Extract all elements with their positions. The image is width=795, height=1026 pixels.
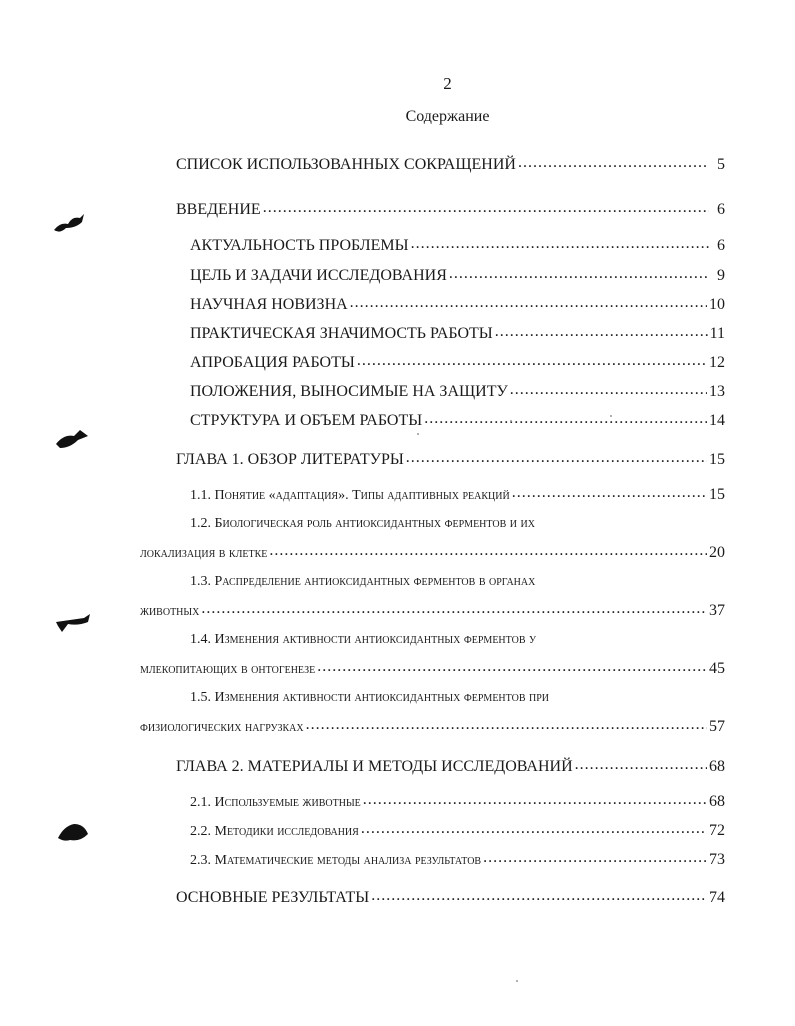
leader-dots [263,200,709,214]
toc-label: животных [140,604,200,619]
toc-page: 13 [709,383,725,400]
page-title: Содержание [405,108,490,125]
toc-entry-intro [176,200,725,220]
toc-page: 68 [709,758,725,775]
ink-mark-icon [56,820,96,844]
toc-entry-chapter-1 [176,450,725,470]
ink-mark-icon [54,428,94,452]
toc-entry-section-1-1 [190,485,725,506]
toc-label: 2.1. Используемые животные [190,795,361,810]
toc-entry-section-1-4-line1: 1.4. Изменения активности антиоксидантных ферментов у [190,632,537,647]
toc-page: 10 [709,296,725,313]
toc-entry-results [176,888,725,908]
page-number: 2 [443,74,452,93]
leader-dots [424,411,707,425]
toc-page: 74 [709,889,725,906]
toc-label: ОСНОВНЫЕ РЕЗУЛЬТАТЫ [176,889,370,906]
toc-entry-structure [190,411,725,431]
toc-page: 15 [709,451,725,468]
leader-dots [575,757,707,771]
toc-label: АПРОБАЦИЯ РАБОТЫ [190,354,355,371]
toc-label: НАУЧНАЯ НОВИЗНА [190,296,348,313]
toc-entry-section-2-1 [190,792,725,813]
leader-dots [483,850,707,864]
leader-dots [518,155,709,169]
toc-entry-abbreviations [176,155,725,175]
toc-page: 20 [709,544,725,561]
toc-entry-section-1-3-line1: 1.3. Распределение антиоксидантных ферментов в органах [190,574,536,589]
toc-label: млекопитающих в онтогенезе [140,662,316,677]
toc-label: локализация в клетке [140,546,268,561]
leader-dots [371,888,707,902]
toc-label: ЦЕЛЬ И ЗАДАЧИ ИССЛЕДОВАНИЯ [190,267,447,284]
toc-entry-section-1-5 [140,717,725,738]
scan-speck [610,415,612,417]
scan-speck [510,420,512,422]
toc-label: 2.2. Методики исследования [190,824,359,839]
toc-page: 15 [709,486,725,503]
toc-entry-section-1-5-line1: 1.5. Изменения активности антиоксидантных ферментов при [190,690,550,705]
toc-entry-section-2-3 [190,850,725,871]
toc-entry-section-1-2-line1: 1.2. Биологическая роль антиоксидантных ферментов и их [190,516,535,531]
toc-label: СТРУКТУРА И ОБЪЕМ РАБОТЫ [190,412,423,429]
toc-label: ГЛАВА 2. МАТЕРИАЛЫ И МЕТОДЫ ИССЛЕДОВАНИЙ [176,758,573,775]
leader-dots [510,382,707,396]
leader-dots [449,266,709,280]
toc-page: 12 [709,354,725,371]
toc-entry-section-1-4 [140,659,725,680]
toc-entry-goals [190,266,725,286]
toc-page: 68 [709,793,725,810]
leader-dots [357,353,707,367]
toc-label: ПОЛОЖЕНИЯ, ВЫНОСИМЫЕ НА ЗАЩИТУ [190,383,508,400]
toc-label: 2.3. Математические методы анализа результатов [190,853,482,868]
ink-mark-icon [52,212,92,236]
leader-dots [317,659,707,673]
toc-entry-practical [190,324,725,344]
toc-entry-approbation [190,353,725,373]
toc-page: 45 [709,660,725,677]
toc-page: 11 [709,325,725,342]
toc-label: ГЛАВА 1. ОБЗОР ЛИТЕРАТУРЫ [176,451,404,468]
leader-dots [269,543,707,557]
toc-label: ПРАКТИЧЕСКАЯ ЗНАЧИМОСТЬ РАБОТЫ [190,325,493,342]
toc-entry-section-2-2 [190,821,725,842]
leader-dots [411,236,709,250]
toc-page: 6 [717,201,725,218]
scan-speck [417,433,419,435]
toc-page: 73 [709,851,725,868]
toc-label: СПИСОК ИСПОЛЬЗОВАННЫХ СОКРАЩЕНИЙ [176,156,516,173]
leader-dots [350,295,707,309]
leader-dots [361,821,707,835]
toc-page: 5 [717,156,725,173]
leader-dots [363,792,707,806]
toc-page: 37 [709,602,725,619]
toc-page: 14 [709,412,725,429]
leader-dots [201,601,707,615]
toc-page: 9 [717,267,725,284]
scan-speck [516,980,518,982]
toc-entry-section-1-3 [140,601,725,622]
toc-page: 72 [709,822,725,839]
toc-label: АКТУАЛЬНОСТЬ ПРОБЛЕМЫ [190,237,409,254]
toc-entry-defense [190,382,725,402]
toc-entry-chapter-2 [176,757,725,777]
toc-label: физиологических нагрузках [140,720,304,735]
toc-page: 6 [717,237,725,254]
leader-dots [306,717,707,731]
ink-mark-icon [54,612,94,636]
toc-label: ВВЕДЕНИЕ [176,201,261,218]
leader-dots [512,485,707,499]
toc-page: 57 [709,718,725,735]
toc-label: 1.1. Понятие «адаптация». Типы адаптивных реакций [190,488,510,503]
toc-entry-novelty [190,295,725,315]
toc-entry-relevance [190,236,725,256]
leader-dots [495,324,708,338]
toc-entry-section-1-2 [140,543,725,564]
leader-dots [406,450,707,464]
